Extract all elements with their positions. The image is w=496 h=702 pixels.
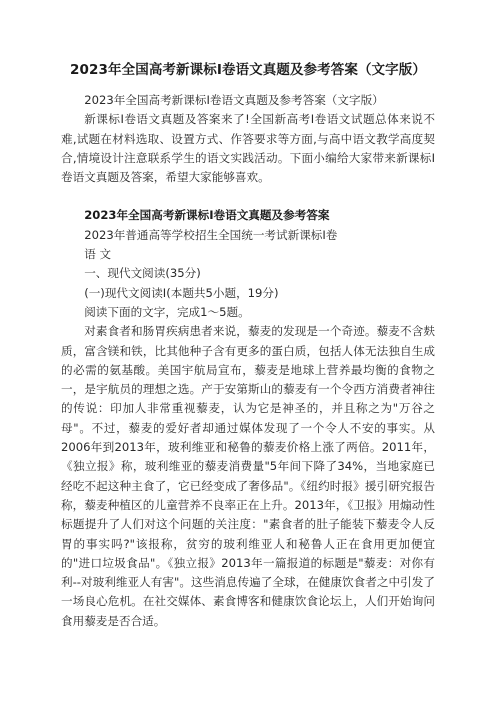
subtitle-line: 2023年全国高考新课标Ⅰ卷语文真题及参考答案（文字版） (84, 93, 384, 107)
document-title: 2023年全国高考新课标Ⅰ卷语文真题及参考答案（文字版） (70, 62, 426, 78)
reading-instruction: 阅读下面的文字，完成1～5题。 (84, 304, 250, 319)
exam-name: 2023年普通高等学校招生全国统一考试新课标Ⅰ卷 (84, 227, 338, 242)
part-one-heading: 一、现代文阅读(35分) (84, 266, 201, 281)
article-paragraph: 对素食者和肠胃疾病患者来说，藜麦的发现是一个奇迹。藜麦不含麸质，富含镁和铁，比其他种子含有更多的蛋白质，包括人体无法独自生成的必需的氨基酸。美国宇航局宣布，藜麦是地球上营养最均衡的食物之一，是宇航员的理想之选。产于安第斯山的藜麦有一个令西方消费者神往的传说：印加人非常重视藜麦，认为它是神圣的，并且称之为"万谷之母"。不过，藜麦的爱好者却通过媒体发现了一个令人不安的事实。从2006年到2013年，玻利维亚和秘鲁的藜麦价格上涨了两倍。2011年，《独立报》称，玻利维亚的藜麦消费量"5年间下降了34%，当地家庭已经吃不起这种主食了，它已经变成了奢侈品"。《纽约时报》援引研究报告称，藜麦种植区的儿童营养不良率正在上升。2013年，《卫报》用煽动性标题提升了人们对这个问题的关注度："素食者的肚子能装下藜麦令人反胃的事实吗?"该报称，贫穷的玻利维亚人和秘鲁人正在食用更加便宜的"进口垃圾食品"。《独立报》2013年一篇报道的标题是"藜麦：对你有利--对玻利维亚人有害"。这些消息传遍了全球，在健康饮食者之中引发了一场良心危机。在社交媒体、素食博客和健康饮食论坛上，人们开始询问食用藜麦是否合适。 (61, 324, 435, 628)
subject-label: 语 文 (84, 247, 112, 262)
part-one-subheading: (一)现代文阅读Ⅰ(本题共5小题，19分) (84, 285, 279, 300)
section-title: 2023年全国高考新课标Ⅰ卷语文真题及参考答案 (84, 208, 330, 223)
intro-paragraph: 新课标Ⅰ卷语文真题及答案来了!全国新高考Ⅰ卷语文试题总体来说不难,试题在材料选取、设置方式、作答要求等方面,与高中语文教学高度契合,情境设计注意联系学生的语文实践活动。下面小编给大家带来新课标Ⅰ卷语文真题及答案，希望大家能够喜欢。 (61, 112, 435, 185)
